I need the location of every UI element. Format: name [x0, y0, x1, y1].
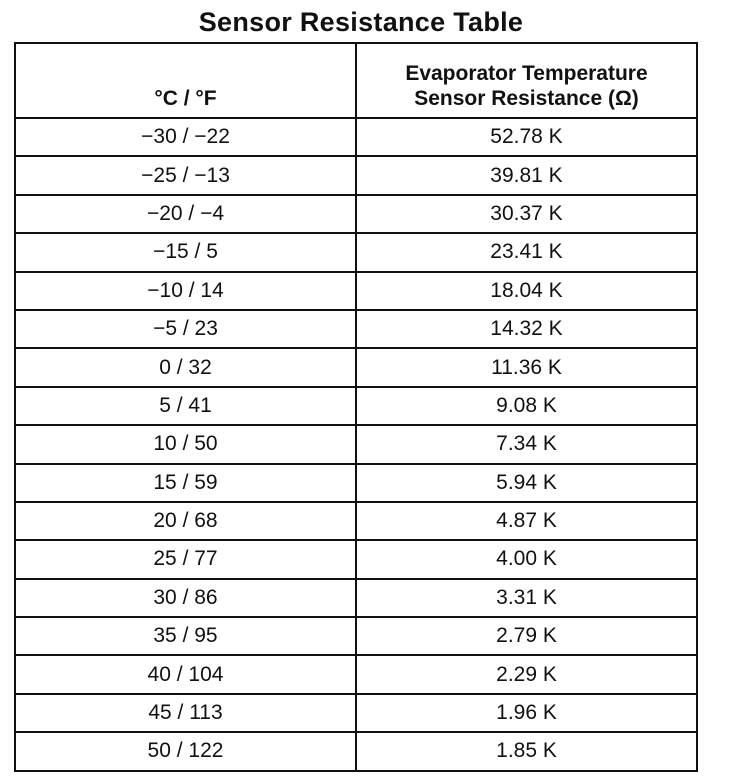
resistance-cell: 14.32 K — [356, 310, 697, 348]
temperature-cell: 20 / 68 — [15, 502, 356, 540]
table-row — [15, 118, 697, 156]
table-row — [15, 156, 697, 194]
table-row — [15, 233, 697, 271]
table-row — [15, 425, 697, 463]
temperature-cell: −15 / 5 — [15, 233, 356, 271]
table-row — [15, 617, 697, 655]
temperature-cell: 40 / 104 — [15, 655, 356, 693]
header-row — [15, 43, 697, 118]
resistance-cell: 39.81 K — [356, 156, 697, 194]
temperature-cell: −5 / 23 — [15, 310, 356, 348]
resistance-cell: 2.29 K — [356, 655, 697, 693]
table-row — [15, 579, 697, 617]
table-row — [15, 694, 697, 732]
temperature-cell: −10 / 14 — [15, 272, 356, 310]
header-temperature-label: °C / °F — [154, 87, 217, 110]
table-row — [15, 732, 697, 770]
table-row — [15, 310, 697, 348]
temperature-cell: 25 / 77 — [15, 540, 356, 578]
resistance-cell: 5.94 K — [356, 464, 697, 502]
header-temperature — [15, 43, 356, 118]
page-title: Sensor Resistance Table — [198, 7, 524, 37]
table-body — [15, 118, 697, 771]
header-resistance — [356, 43, 697, 118]
header-resistance-line2: Sensor Resistance (Ω) — [414, 87, 639, 110]
temperature-cell: −30 / −22 — [15, 118, 356, 156]
resistance-cell: 4.87 K — [356, 502, 697, 540]
resistance-cell: 4.00 K — [356, 540, 697, 578]
temperature-cell: 15 / 59 — [15, 464, 356, 502]
resistance-cell: 23.41 K — [356, 233, 697, 271]
header-resistance-line1: Evaporator Temperature — [405, 62, 648, 85]
resistance-cell: 11.36 K — [356, 348, 697, 386]
resistance-cell: 18.04 K — [356, 272, 697, 310]
temperature-cell: 0 / 32 — [15, 348, 356, 386]
resistance-cell: 7.34 K — [356, 425, 697, 463]
resistance-cell: 3.31 K — [356, 579, 697, 617]
table-row — [15, 464, 697, 502]
resistance-cell: 9.08 K — [356, 387, 697, 425]
table-row — [15, 655, 697, 693]
resistance-cell: 52.78 K — [356, 118, 697, 156]
table-row — [15, 272, 697, 310]
temperature-cell: 50 / 122 — [15, 732, 356, 770]
temperature-cell: 35 / 95 — [15, 617, 356, 655]
temperature-cell: 30 / 86 — [15, 579, 356, 617]
temperature-cell: 45 / 113 — [15, 694, 356, 732]
table-row — [15, 348, 697, 386]
temperature-cell: −25 / −13 — [15, 156, 356, 194]
table-row — [15, 502, 697, 540]
temperature-cell: −20 / −4 — [15, 195, 356, 233]
resistance-cell: 30.37 K — [356, 195, 697, 233]
table-row — [15, 195, 697, 233]
resistance-cell: 1.85 K — [356, 732, 697, 770]
sensor-resistance-table — [14, 42, 698, 772]
temperature-cell: 5 / 41 — [15, 387, 356, 425]
table-row — [15, 387, 697, 425]
resistance-cell: 1.96 K — [356, 694, 697, 732]
resistance-cell: 2.79 K — [356, 617, 697, 655]
temperature-cell: 10 / 50 — [15, 425, 356, 463]
table-row — [15, 540, 697, 578]
